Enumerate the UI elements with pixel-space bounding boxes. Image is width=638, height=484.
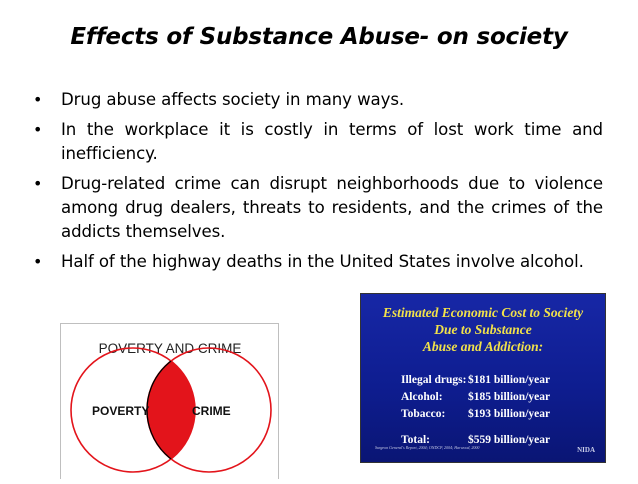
cost-footnote: Surgeon General's Report, 2004; ONDCP, 2004; Harwood, 2000 (375, 445, 480, 450)
venn-diagram-panel (60, 323, 279, 479)
cost-row (401, 372, 550, 389)
bullet-item (33, 172, 603, 244)
bullet-icon: • (33, 90, 43, 109)
economic-cost-panel (360, 293, 606, 463)
bullet-text: In the workplace it is costly in terms of lost work time and inefficiency. (61, 120, 603, 163)
bullet-icon: • (33, 252, 43, 271)
cost-title-line: Estimated Economic Cost to Society (382, 305, 584, 320)
bullet-list (33, 88, 603, 280)
cost-title-line: Abuse and Addiction: (422, 339, 544, 354)
cost-title-line: Due to Substance (434, 322, 532, 337)
bullet-item (33, 118, 603, 166)
bullet-text: Drug-related crime can disrupt neighborhoods due to violence among drug dealers, threats to residents, and the crimes of the addicts themselves. (61, 174, 603, 241)
bullet-item (33, 88, 603, 112)
venn-diagram (61, 324, 278, 480)
cost-value: $185 billion/year (468, 391, 551, 403)
cost-total-label: Total: (401, 434, 430, 446)
bullet-text: Half of the highway deaths in the United States involve alcohol. (61, 252, 584, 271)
venn-title: POVERTY AND CRIME (98, 341, 242, 356)
cost-row (401, 406, 550, 423)
cost-label: Alcohol: (401, 391, 443, 403)
cost-value: $181 billion/year (468, 374, 551, 386)
cost-label: Illegal drugs: (401, 374, 467, 386)
slide-title: Effects of Substance Abuse- on society (70, 24, 568, 50)
poverty-label: POVERTY (92, 404, 150, 418)
cost-panel-title (361, 304, 605, 355)
cost-value: $193 billion/year (468, 408, 551, 420)
bullet-item (33, 250, 603, 274)
nida-logo: NIDA (577, 446, 595, 454)
cost-table (401, 372, 550, 449)
bullet-text: Drug abuse affects society in many ways. (61, 90, 405, 109)
cost-label: Tobacco: (401, 408, 446, 420)
bullet-icon: • (33, 120, 43, 139)
bullet-icon: • (33, 174, 43, 193)
crime-label: CRIME (192, 404, 231, 418)
cost-row (401, 389, 550, 406)
cost-total-value: $559 billion/year (468, 434, 551, 446)
